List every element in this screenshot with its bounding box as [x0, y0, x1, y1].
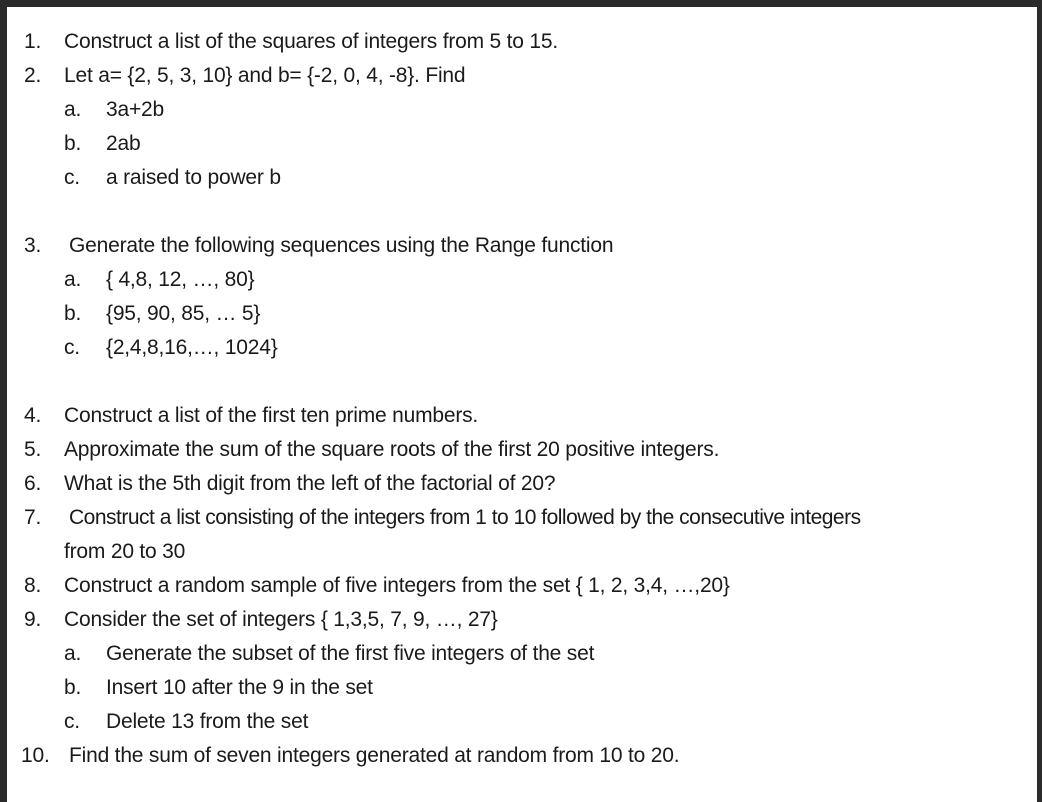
part-label: b.: [64, 302, 82, 325]
question-number: 9.: [24, 608, 42, 631]
question-text-continuation: from 20 to 30: [64, 540, 186, 563]
question-number: 5.: [24, 438, 42, 461]
part-text: {2,4,8,16,…, 1024}: [106, 336, 278, 359]
part-label: c.: [64, 336, 80, 359]
question-text: Construct a random sample of five integers from the set { 1, 2, 3,4, …,20}: [64, 574, 730, 597]
part-text: Delete 13 from the set: [106, 710, 309, 733]
part-text: a raised to power b: [106, 166, 281, 189]
part-text: Generate the subset of the first five integers of the set: [106, 642, 595, 665]
question-text: Consider the set of integers { 1,3,5, 7, 9, …, 27}: [64, 608, 498, 631]
question-number: 8.: [24, 574, 42, 597]
part-label: c.: [64, 166, 80, 189]
question-number: 1.: [24, 30, 42, 53]
question-text: Let a= {2, 5, 3, 10} and b= {-2, 0, 4, -8}. Find: [64, 64, 466, 87]
question-number: 3.: [24, 234, 42, 257]
question-text: Approximate the sum of the square roots of the first 20 positive integers.: [64, 438, 720, 461]
question-text: Construct a list of the squares of integers from 5 to 15.: [64, 30, 559, 53]
part-label: b.: [64, 132, 82, 155]
part-label: b.: [64, 676, 82, 699]
question-text: Generate the following sequences using the Range function: [69, 234, 614, 257]
question-number: 4.: [24, 404, 42, 427]
question-number: 7.: [24, 506, 42, 529]
question-text: Construct a list of the first ten prime numbers.: [64, 404, 479, 427]
part-text: { 4,8, 12, …, 80}: [106, 268, 255, 291]
part-text: Insert 10 after the 9 in the set: [106, 676, 373, 699]
question-number: 10.: [21, 744, 50, 767]
part-text: {95, 90, 85, … 5}: [106, 302, 261, 325]
part-text: 2ab: [106, 132, 141, 155]
question-text: What is the 5th digit from the left of the factorial of 20?: [64, 472, 556, 495]
part-label: a.: [64, 642, 82, 665]
question-text: Construct a list consisting of the integers from 1 to 10 followed by the consecutive integers: [69, 506, 861, 529]
part-text: 3a+2b: [106, 98, 164, 121]
question-text: Find the sum of seven integers generated at random from 10 to 20.: [69, 744, 680, 767]
part-label: c.: [64, 710, 80, 733]
part-label: a.: [64, 268, 82, 291]
part-label: a.: [64, 98, 82, 121]
question-number: 2.: [24, 64, 42, 87]
question-number: 6.: [24, 472, 42, 495]
document-page: [7, 7, 1037, 802]
